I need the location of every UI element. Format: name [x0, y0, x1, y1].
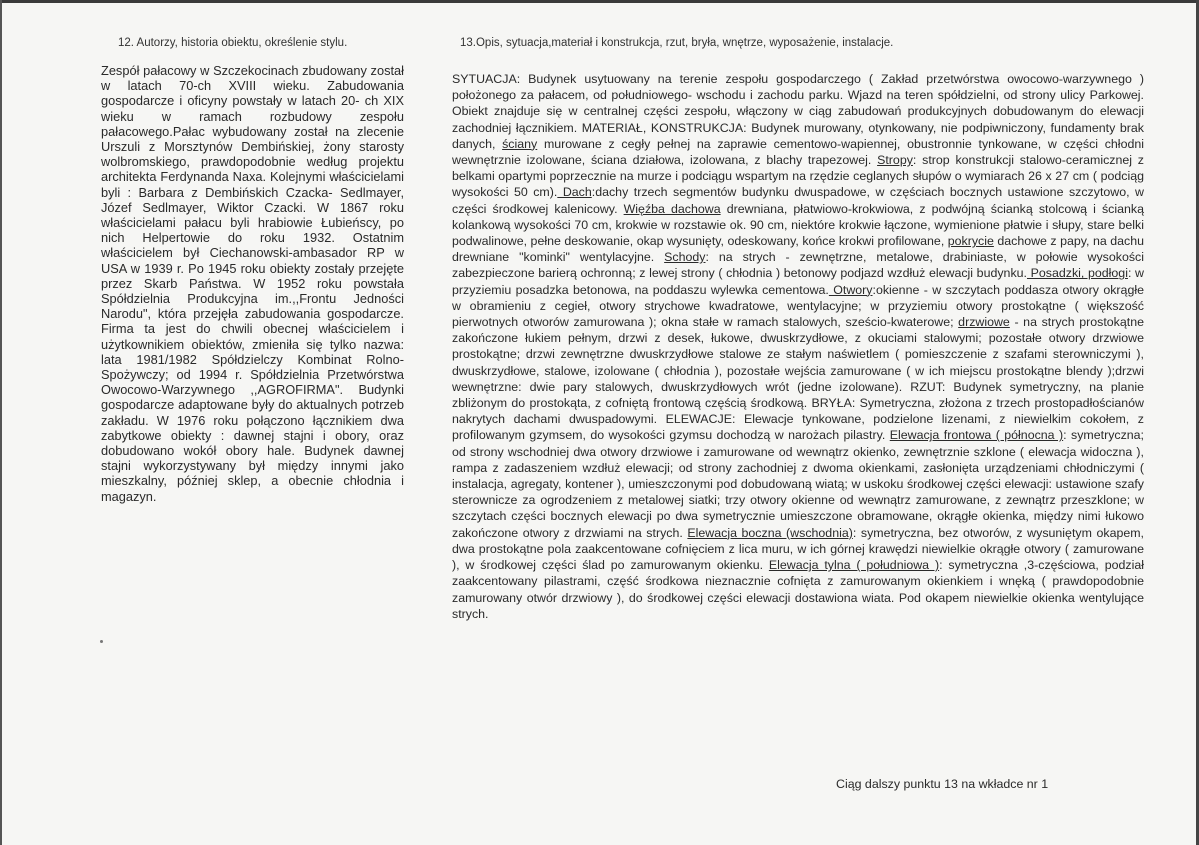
- description-text: [452, 71, 1144, 622]
- section-heading-12: 12. Autorzy, historia obiektu, określenie stylu.: [118, 37, 348, 49]
- scan-edge-left: [0, 0, 2, 845]
- underlined-term: Elewacja tylna ( południowa ): [768, 558, 940, 573]
- description-segment: : symetryczna; od strony wschodniej dwa otwory drzwiowe i zamurowane od wewnątrz okienko, zewnętrznie szklone ( elewacja widoczna ), rampa z zadaszeniem wzdłuż elewacji; od strony zachodniej z dwoma okienkami, zasłonięta urządzeniami chłodniczymi ( instalacja, agregaty, kontener ), umieszczonymi pod dobudowaną wiatą; w uskoku środkowej części elewacji: ustawione szafy sterownicze za ogrodzeniem z metalowej siatki; trzy otwory okienne od wewnątrz zamurowane, z zewnątrz przeszklone; w szczytach części bocznych elewacji po dwa symetrycznie umieszczone obramowane, okrągłe okienka, między nimi łukowo zakończone otwory z drzwiami na strych.: [452, 428, 1145, 540]
- description-column: [452, 71, 1144, 622]
- description-segment: - na strych prostokątne zakończone łukiem pełnym, drzwi z desek, łukowe, dwuskrzydłowe, z okuciami stalowymi; pozostałe otwory drzwiowe prostokątne; drzwi zewnętrzne dwuskrzydłowe stalowe ze stałym naświetlem ( pomieszczenie z szafami sterowniczymi ), dwuskrzydłowe, stalowe, izolowane ( chłodnia ), pozostałe wejścia zamurowane ( w ich miejscu prostokątne blendy );drzwi wewnętrzne: dwie pary stalowych, dwuskrzydłowych wrót (jedne izolowane). RZUT: Budynek symetryczny, na planie zbliżonym do prostokąta, z cofniętą frontową częścią środkową. BRYŁA: Symetryczna, złożona z trzech prostopadłościanów nakrytych dachami dwuspadowymi. ELEWACJE: Elewacje tynkowane, podzielone lizenami, z niewielkim cokołem, z profilowanym gzymsem, do wysokości gzymsu dochodzą w narożach pilastry.: [452, 315, 1144, 443]
- underlined-term: ściany: [502, 136, 538, 151]
- section-heading-13: 13.Opis, sytuacja,materiał i konstrukcja, rzut, bryła, wnętrze, wyposażenie, instalacje.: [460, 37, 894, 49]
- description-segment: SYTUACJA: Budynek usytuowany na terenie zespołu gospodarczego ( Zakład przetwórstwa owocowo-warzywnego ) położonego za pałacem, od południowego- wschodu i zachodu parku. Wjazd na teren spółdzielni, od strony ulicy Parkowej. Obiekt znajduje się w centralnej części zespołu, włączony w ciąg zabudowań produkcyjnych dobudowanym do elewacji zachodniej łącznikiem. MATERIAŁ, KONSTRUKCJA: Budynek murowany, otynkowany, nie podpiwniczony, fundamenty brak danych,: [452, 72, 1144, 151]
- description-segment: drewniana, płatwiowo-krokwiowa, z podwójną ścianką stolcową i ścianką kolankową wysokości 70 cm, krokwie w rozstawie ok. 90 cm, niektóre krokwie łączone, wymienione płatwie i słupy, stare belki podwalinowe, pełne deskowanie, okap wysunięty, odeskowany, końce krokwi profilowane,: [452, 201, 1145, 249]
- description-segment: :dachy trzech segmentów budynku dwuspadowe, w częściach bocznych ustawione szczytowo, w części środkowej kalenicowy.: [452, 185, 1145, 216]
- history-text: Zespół pałacowy w Szczekocinach zbudowany został w latach 70-ch XVIII wieku. Zabudowania gospodarcze i oficyny powstały w latach 20- ch XIX wieku w ramach rozbudowy zespołu pałacowego.Pałac wybudowany został na zlecenie Urszuli z Morsztynów Dembińskiej, żony starosty wolbromskiego, prawdopodobnie według projektu architekta Ferdynanda Naxa. Kolejnymi właścicielami byli : Barbara z Dembińskich Czacka- Sedlmayer, Józef Sedlmayer, Wiktor Czacki. W 1867 roku właścicielami pałacu byli hrabiowie Łubieńscy, po nich Helpertowie do roku 1932. Ostatnim właścicielem był Ciechanowski-ambasador RP w USA w 1939 r. Po 1945 roku obiekty zostały przejęte przez Skarb Państwa. W 1952 roku powstała Spółdzielnia Produkcyjna im.,,Frontu Jedności Narodu", która przejęła zabudowania gospodarcze. Firma ta jest do chwili obecnej właścicielem i użytkownikiem obiektów, zmieniła się tylko nazwa: lata 1981/1982 Spółdzielczy Kombinat Rolno- Spożywczy; od 1994 r. Spółdzielnia Przetwórstwa Owocowo-Warzywnego ,,AGROFIRMA". Budynki gospodarcze adaptowane były do aktualnych potrzeb zakładu. W 1976 roku połączono łącznikiem dwa zabytkowe obiekty : dawnej stajni i obory, oraz dobudowano wokół obory hale. Budynek dawnej stajni wykorzystywany był między innymi jako mieszkalny, później sklep, a obecnie chłodnia i magazyn.: [101, 63, 404, 504]
- description-segment: murowane z cegły pełnej na zaprawie cementowo-wapiennej, obustronnie tynkowane, w części chłodni wewnętrznie izolowane, ściana działowa, izolowana, z blachy trapezowej.: [452, 136, 1144, 168]
- underlined-term: drzwiowe: [958, 315, 1010, 330]
- description-segment: : na strych - zewnętrzne, metalowe, drabiniaste, w połowie wysokości zabezpieczone barierą ochronną; z lewej strony ( chłodnia ) betonowy podjazd wzdłuż elewacji budynku.: [452, 250, 1144, 281]
- underlined-term: Schody: [664, 250, 706, 265]
- description-segment: :okienne - w szczytach poddasza otwory okrągłe w obramieniu z cegieł, otwory strychowe kwadratowe, wentylacyjne; w przyziemiu otwory prostokątne ( większość pierwotnych otworów zamurowana ); okna stałe w ramach stalowych, sześcio-kwaterowe;: [452, 282, 1144, 330]
- description-segment: : w przyziemiu posadzka betonowa, na poddaszu wylewka cementowa.: [452, 266, 1144, 297]
- underlined-term: pokrycie: [947, 234, 994, 249]
- continuation-note: Ciąg dalszy punktu 13 na wkładce nr 1: [836, 777, 1049, 791]
- underlined-term: Otwory: [828, 282, 873, 297]
- scan-speck: [100, 640, 103, 643]
- scan-edge-top: [0, 0, 1199, 3]
- description-segment: : strop konstrukcji stalowo-ceramicznej z belkami opartymi poprzecznie na murze i podciągu wspartym na rzędzie ceglanych słupów o wymiarach 26 x 27 cm ( podciąg wysokości 50 cm).: [452, 153, 1144, 200]
- underlined-term: Elewacja boczna (wschodnia): [687, 525, 853, 540]
- history-column: [101, 63, 404, 504]
- underlined-term: Elewacja frontowa ( północna ): [889, 428, 1064, 443]
- underlined-term: Stropy: [877, 153, 913, 168]
- description-segment: : symetryczna ,3-częściowa, podział zaakcentowany pilastrami, część środkowa nieznacznie cofnięta z zamurowanym okienkiem i wnęką ( prawdopodobnie zamurowany otwór drzwiowy ), do środkowej części elewacji dostawiona wiata. Pod okapem niewielkie okienka wentylujące strych.: [452, 558, 1144, 621]
- underlined-term: Posadzki, podłogi: [1026, 266, 1128, 281]
- underlined-term: Więźba dachowa: [623, 201, 721, 216]
- underlined-term: Dach: [557, 185, 592, 200]
- description-segment: : symetryczna, bez otworów, z wysuniętym okapem, dwa prostokątne pola zaakcentowane cofnięciem z lica muru, w ich górnej krawędzi niewielkie okrągłe otwory ( zamurowane ), w środkowej części ślad po zamurowanym okienku.: [452, 525, 1145, 573]
- description-segment: dachowe z papy, na dachu drewniane "kominki" wentylacyjne.: [452, 234, 1144, 265]
